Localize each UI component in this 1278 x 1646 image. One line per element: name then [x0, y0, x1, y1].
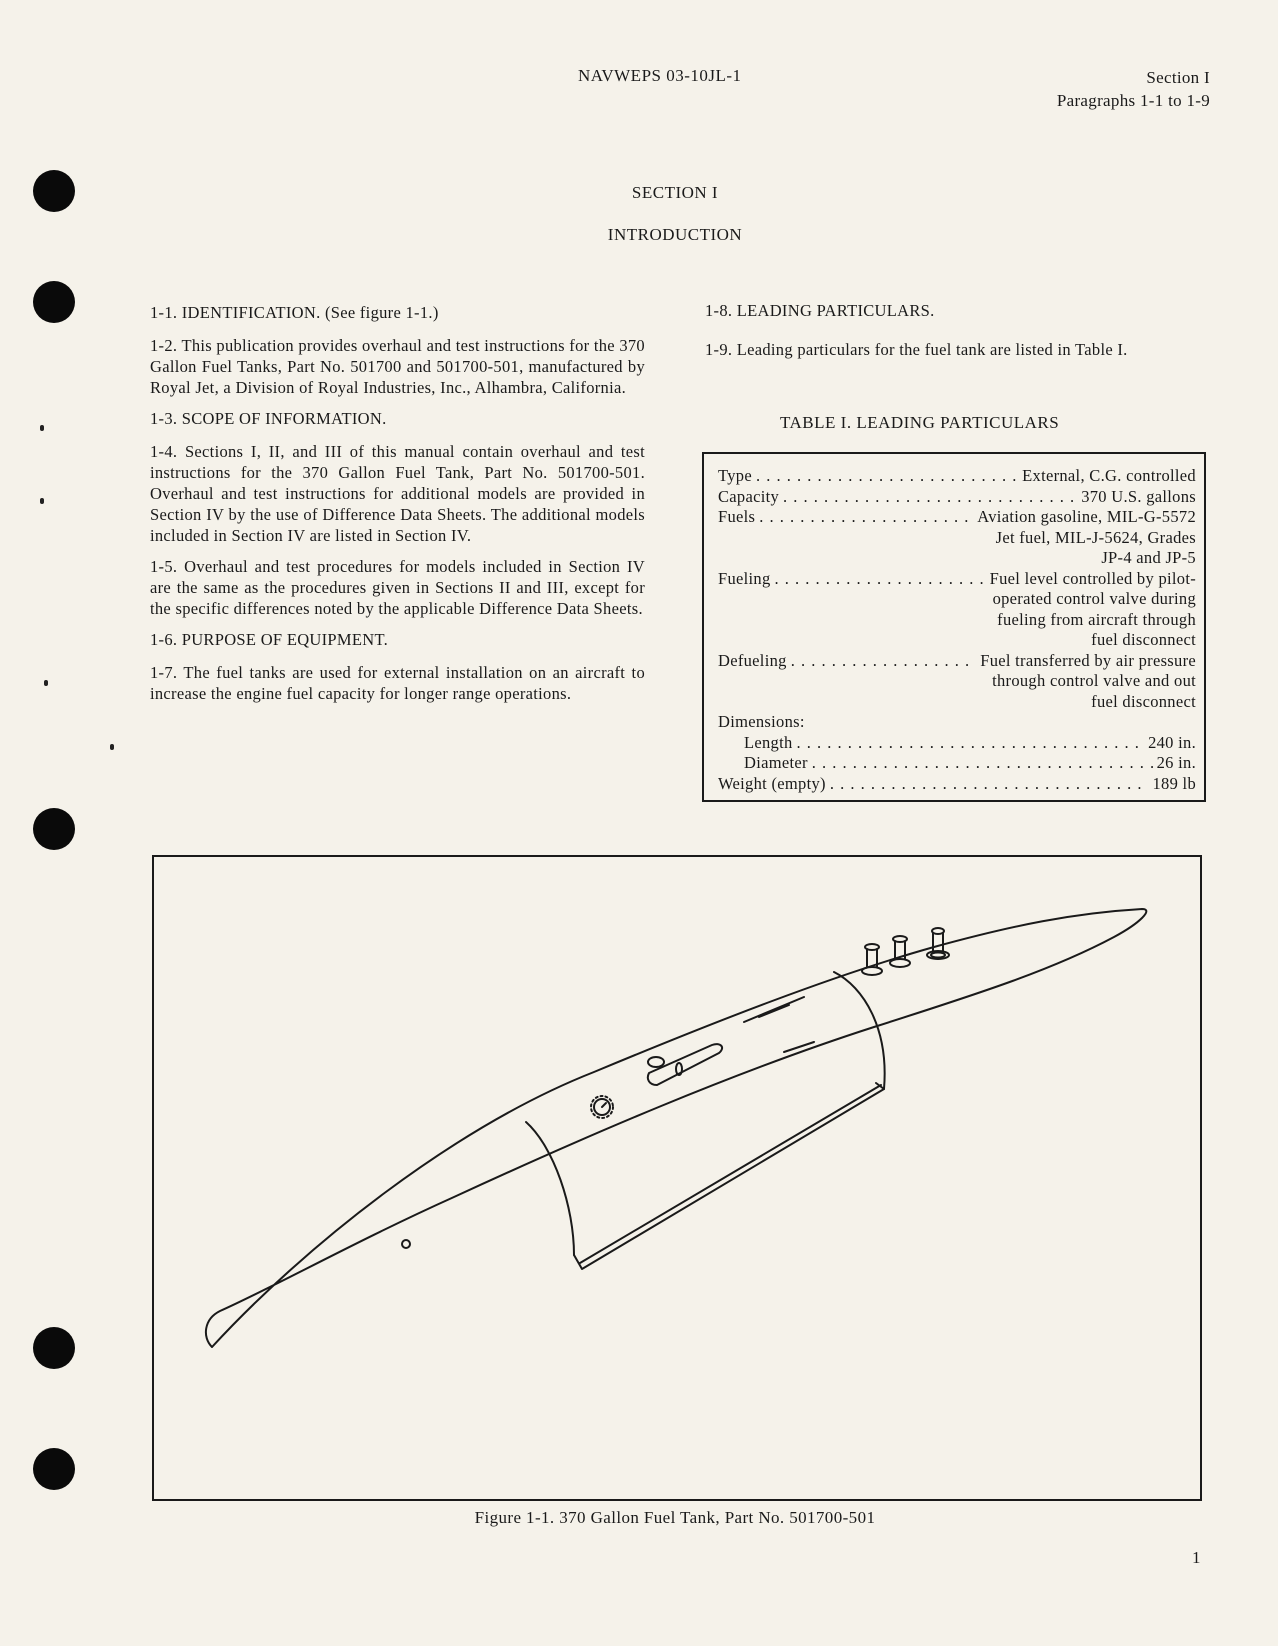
table-row-weight — [718, 774, 1196, 795]
row-label: Fuels — [718, 507, 756, 526]
section-label: Section I — [1146, 68, 1210, 87]
row-value-continued: through control valve and out — [992, 671, 1196, 690]
table-row-fueling — [718, 569, 1196, 590]
tank-body-outline — [206, 909, 1146, 1347]
nose-section-joint — [526, 1122, 574, 1255]
row-value: Fuel level controlled by pilot- — [989, 568, 1196, 588]
suspension-lug-2 — [890, 936, 910, 967]
section-subtitle: INTRODUCTION — [607, 225, 743, 244]
row-label: Defueling — [718, 650, 787, 670]
row-value: 240 in. — [1148, 732, 1196, 752]
row-value: 189 lb — [1152, 773, 1196, 793]
figure-caption: Figure 1-1. 370 Gallon Fuel Tank, Part No. 501700-501 — [474, 1508, 876, 1527]
right-column — [705, 300, 1205, 370]
tail-section-joint — [834, 972, 885, 1089]
table-row-length — [718, 733, 1196, 754]
row-value: 26 in. — [1156, 753, 1196, 772]
paragraph-1-2: 1-2. This publication provides overhaul and test instructions for the 370 Gallon Fuel Tanks, Part No. 501700 and 501700-501, manufactured by Royal Jet, a Division of Royal Industries, Inc., Alhambra, California. — [150, 336, 645, 397]
row-value-continued: Jet fuel, MIL-J-5624, Grades — [995, 527, 1196, 547]
filler-cap — [648, 1057, 664, 1067]
suspension-lug-1 — [862, 944, 882, 975]
paragraph-1-3: 1-3. SCOPE OF INFORMATION. — [150, 409, 387, 428]
figure-frame — [152, 855, 1202, 1501]
paragraph-1-9: 1-9. Leading particulars for the fuel tank are listed in Table I. — [705, 340, 1128, 359]
speck-mark — [44, 680, 48, 686]
paragraph-1-5: 1-5. Overhaul and test procedures for models included in Section IV are the same as the procedures given in Sections II and III, except for the specific differences noted by the applicable Difference Data Sheets. — [150, 557, 645, 618]
leader-dots — [830, 774, 1149, 795]
table-row-defueling — [718, 651, 1196, 672]
leader-dots — [797, 733, 1145, 754]
fuel-tank-illustration — [154, 857, 1200, 1499]
section-title: SECTION I — [631, 183, 719, 202]
table-row-fuels — [718, 507, 1196, 528]
leader-dots — [775, 569, 986, 590]
paragraph-1-7: 1-7. The fuel tanks are used for external installation on an aircraft to increase the engine fuel capacity for longer range operations. — [150, 663, 645, 703]
row-value: External, C.G. controlled — [1022, 466, 1196, 485]
page-number: 1 — [1192, 1548, 1201, 1567]
leader-dots — [759, 507, 973, 528]
leader-dots — [756, 466, 1018, 487]
table-row-dimensions: Dimensions: — [718, 712, 805, 731]
row-label: Weight (empty) — [718, 773, 826, 793]
row-value-continued: fuel disconnect — [1091, 630, 1196, 649]
left-column — [150, 302, 645, 714]
paragraph-1-1: 1-1. IDENTIFICATION. (See figure 1-1.) — [150, 303, 439, 322]
row-value-continued: fuel disconnect — [1091, 691, 1196, 711]
speck-mark — [40, 498, 44, 504]
row-value: Fuel transferred by air pressure — [980, 650, 1196, 670]
leader-dots — [791, 651, 977, 672]
row-label: Type — [718, 466, 752, 485]
row-value: Aviation gasoline, MIL-G-5572 — [977, 507, 1196, 526]
row-value-continued: fueling from aircraft through — [997, 609, 1196, 629]
punch-hole-2 — [33, 281, 75, 323]
paragraph-1-8: 1-8. LEADING PARTICULARS. — [705, 301, 935, 320]
nose-port — [402, 1240, 410, 1248]
row-value: 370 U.S. gallons — [1081, 486, 1196, 506]
punch-hole-4 — [33, 1327, 75, 1369]
row-value-continued: operated control valve during — [992, 589, 1196, 608]
speck-mark — [110, 744, 114, 750]
row-label: Fueling — [718, 568, 771, 588]
table-row-type — [718, 466, 1196, 487]
access-panel — [648, 1044, 722, 1085]
leading-particulars-table — [702, 452, 1206, 802]
table-title: TABLE I. LEADING PARTICULARS — [780, 413, 1060, 432]
paragraph-1-6: 1-6. PURPOSE OF EQUIPMENT. — [150, 630, 389, 649]
leader-dots — [812, 753, 1153, 774]
table-row-capacity — [718, 487, 1196, 508]
row-label: Length — [744, 732, 793, 752]
row-value-continued: JP-4 and JP-5 — [1101, 548, 1196, 567]
paragraph-1-4: 1-4. Sections I, II, and III of this manual contain overhaul and test instructions for the 370 Gallon Fuel Tank, Part No. 501700-501. Overhaul and test instructions for additional models are provided in Section IV by the use of Difference Data Sheets. The additional models included in Section IV are listed in Section IV. — [150, 442, 645, 545]
document-id: NAVWEPS 03-10JL-1 — [578, 66, 742, 85]
section-reference — [1057, 66, 1210, 112]
paragraph-range: Paragraphs 1-1 to 1-9 — [1056, 91, 1210, 110]
table-row-diameter — [718, 753, 1196, 774]
row-label: Capacity — [718, 486, 780, 506]
leader-dots — [783, 487, 1077, 508]
row-label: Diameter — [744, 753, 808, 772]
punch-hole-5 — [33, 1448, 75, 1490]
punch-hole-3 — [33, 808, 75, 850]
speck-mark — [40, 425, 44, 431]
